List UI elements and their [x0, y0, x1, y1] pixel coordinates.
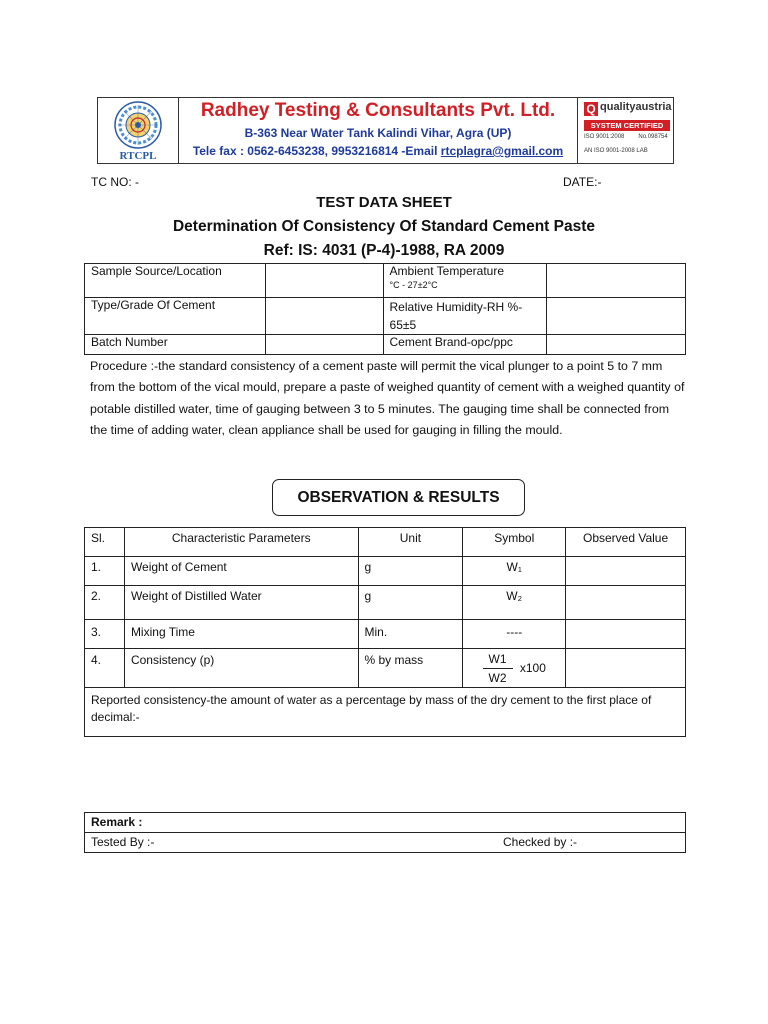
sheet-title: TEST DATA SHEET — [316, 194, 452, 211]
company-contact — [182, 144, 574, 158]
logo-text: RTCPL — [119, 150, 157, 162]
reference-title: Ref: IS: 4031 (P-4)-1988, RA 2009 — [263, 242, 505, 259]
consistency-formula — [463, 649, 566, 688]
reported-consistency-row — [85, 688, 686, 737]
row-unit: % by mass — [358, 649, 463, 688]
header-sl: Sl. — [85, 528, 125, 557]
humidity-value[interactable] — [547, 298, 686, 335]
procedure-text: Procedure :-the standard consistency of a cement paste will permit the vical plunger to a point 5 to 7 mm from the bottom of the vical mould, prepare a paste of weighed quantity of cement with a weighed quantity of potable distilled water, time of gauging between 3 to 5 minutes. The gauging time shall be connected from the time of adding water, clean appliance shall be used for gauging in filling the mould. — [90, 359, 685, 438]
quality-q-icon: Q — [584, 102, 598, 116]
table-row — [85, 586, 686, 620]
reported-consistency[interactable]: Reported consistency-the amount of water as a percentage by mass of the dry cement to the first place of decimal:- — [85, 688, 686, 737]
header-observed-value: Observed Value — [566, 528, 686, 557]
sample-source-label: Sample Source/Location — [85, 264, 266, 298]
row-parameter: Weight of Cement — [124, 557, 358, 586]
cert-lab: AN ISO 9001-2008 LAB — [584, 148, 648, 154]
cement-brand-label: Cement Brand-opc/ppc — [383, 335, 547, 355]
checked-by-label[interactable]: Checked by :- — [503, 835, 578, 849]
company-name: Radhey Testing & Consultants Pvt. Ltd. — [200, 100, 556, 121]
mandala-logo-icon — [106, 100, 170, 150]
row-unit: Min. — [358, 620, 463, 649]
cement-brand-value[interactable] — [547, 335, 686, 355]
date-field: DATE:- — [563, 175, 602, 189]
cert-name: qualityaustria — [600, 101, 672, 113]
row-parameter: Consistency (p) — [124, 649, 358, 688]
observation-table — [84, 527, 686, 737]
row-observed-value[interactable] — [566, 557, 686, 586]
row-unit: g — [358, 557, 463, 586]
cert-no: No.098754 — [638, 134, 668, 140]
formula-numerator: W1 — [483, 652, 513, 669]
ambient-temp-range: °C - 27±2°C — [389, 280, 438, 290]
tested-by-label[interactable]: Tested By :- — [91, 835, 155, 849]
certification-badge — [577, 98, 675, 163]
formula-denominator: W2 — [488, 670, 507, 685]
header-unit: Unit — [358, 528, 463, 557]
row-parameter: Weight of Distilled Water — [124, 586, 358, 620]
row-observed-value[interactable] — [566, 586, 686, 620]
row-sl: 1. — [85, 557, 125, 586]
row-parameter: Mixing Time — [124, 620, 358, 649]
humidity-cell — [383, 298, 547, 335]
cert-iso: ISO 9001:2008 — [584, 134, 625, 140]
cement-type-value[interactable] — [265, 298, 383, 335]
subject-title: Determination Of Consistency Of Standard Cement Paste — [172, 218, 596, 235]
batch-number-label: Batch Number — [85, 335, 266, 355]
signature-row — [85, 833, 686, 853]
ambient-temp-value[interactable] — [547, 264, 686, 298]
company-address: B-363 Near Water Tank Kalindi Vihar, Agra (UP) — [244, 126, 512, 140]
row-symbol: ---- — [463, 620, 566, 649]
table-row — [85, 620, 686, 649]
sample-info-table — [84, 263, 686, 355]
row-sl: 4. — [85, 649, 125, 688]
table-header-row — [85, 528, 686, 557]
sample-source-value[interactable] — [265, 264, 383, 298]
table-row — [85, 557, 686, 586]
formula-multiplier: x100 — [519, 661, 546, 675]
humidity-label: Relative Humidity-RH %- — [389, 300, 523, 314]
row-sl: 2. — [85, 586, 125, 620]
tc-number: TC NO: - — [91, 175, 139, 189]
cert-iso-line — [584, 134, 670, 140]
cert-system-label: SYSTEM CERTIFIED — [584, 120, 670, 131]
observation-heading: OBSERVATION & RESULTS — [272, 479, 525, 516]
remark-label[interactable]: Remark : — [85, 813, 686, 833]
signature-table — [84, 812, 686, 853]
company-logo — [98, 98, 179, 163]
contact-email-link[interactable]: rtcplagra@gmail.com — [440, 144, 564, 158]
ambient-temp-cell — [383, 264, 547, 298]
formula-fraction — [483, 652, 513, 685]
row-observed-value[interactable] — [566, 649, 686, 688]
letterhead — [97, 97, 674, 164]
row-observed-value[interactable] — [566, 620, 686, 649]
row-symbol: W₁ — [463, 557, 566, 586]
row-sl: 3. — [85, 620, 125, 649]
table-row — [85, 649, 686, 688]
contact-phone: Tele fax : 0562-6453238, 9953216814 -Email — [192, 144, 441, 158]
ambient-temp-label: Ambient Temperature — [389, 264, 505, 278]
row-symbol: W₂ — [463, 586, 566, 620]
cement-type-label: Type/Grade Of Cement — [85, 298, 266, 335]
row-unit: g — [358, 586, 463, 620]
batch-number-value[interactable] — [265, 335, 383, 355]
header-parameter: Characteristic Parameters — [124, 528, 358, 557]
humidity-range: 65±5 — [389, 318, 417, 332]
header-symbol: Symbol — [463, 528, 566, 557]
